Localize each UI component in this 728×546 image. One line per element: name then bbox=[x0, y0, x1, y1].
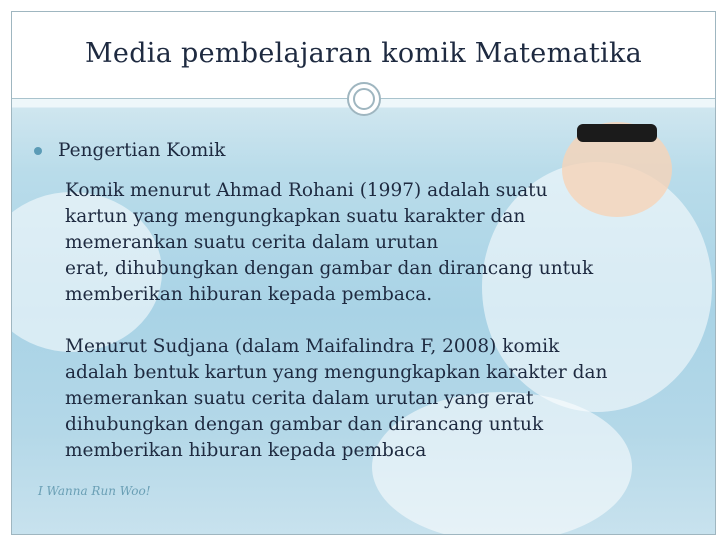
paragraph-line: kartun yang mengungkapkan suatu karakter dan bbox=[65, 206, 526, 227]
paragraph-line: memerankan suatu cerita dalam urutan yang erat bbox=[65, 388, 534, 409]
paragraph-line: memberikan hiburan kepada pembaca bbox=[65, 440, 427, 461]
background-caption: I Wanna Run Woo! bbox=[38, 484, 151, 498]
slide-title: Media pembelajaran komik Matematika bbox=[84, 38, 643, 69]
paragraph-definition-1 bbox=[65, 178, 715, 308]
paragraph-line: Komik menurut Ahmad Rohani (1997) adalah suatu bbox=[65, 180, 548, 201]
slide-content bbox=[12, 12, 715, 534]
bullet-icon bbox=[34, 147, 42, 155]
bullet-item bbox=[34, 140, 225, 161]
paragraph-line: memberikan hiburan kepada pembaca. bbox=[65, 284, 433, 305]
paragraph-line: adalah bentuk kartun yang mengungkapkan karakter dan bbox=[65, 362, 608, 383]
paragraph-line: memerankan suatu cerita dalam urutan bbox=[65, 232, 439, 253]
paragraph-line: erat, dihubungkan dengan gambar dan dirancang untuk bbox=[65, 258, 594, 279]
bullet-heading: Pengertian Komik bbox=[58, 140, 226, 161]
paragraph-definition-2 bbox=[65, 334, 715, 464]
paragraph-line: Menurut Sudjana (dalam Maifalindra F, 2008) komik bbox=[65, 336, 560, 357]
slide-frame bbox=[11, 11, 716, 535]
paragraph-line: dihubungkan dengan gambar dan dirancang untuk bbox=[65, 414, 544, 435]
